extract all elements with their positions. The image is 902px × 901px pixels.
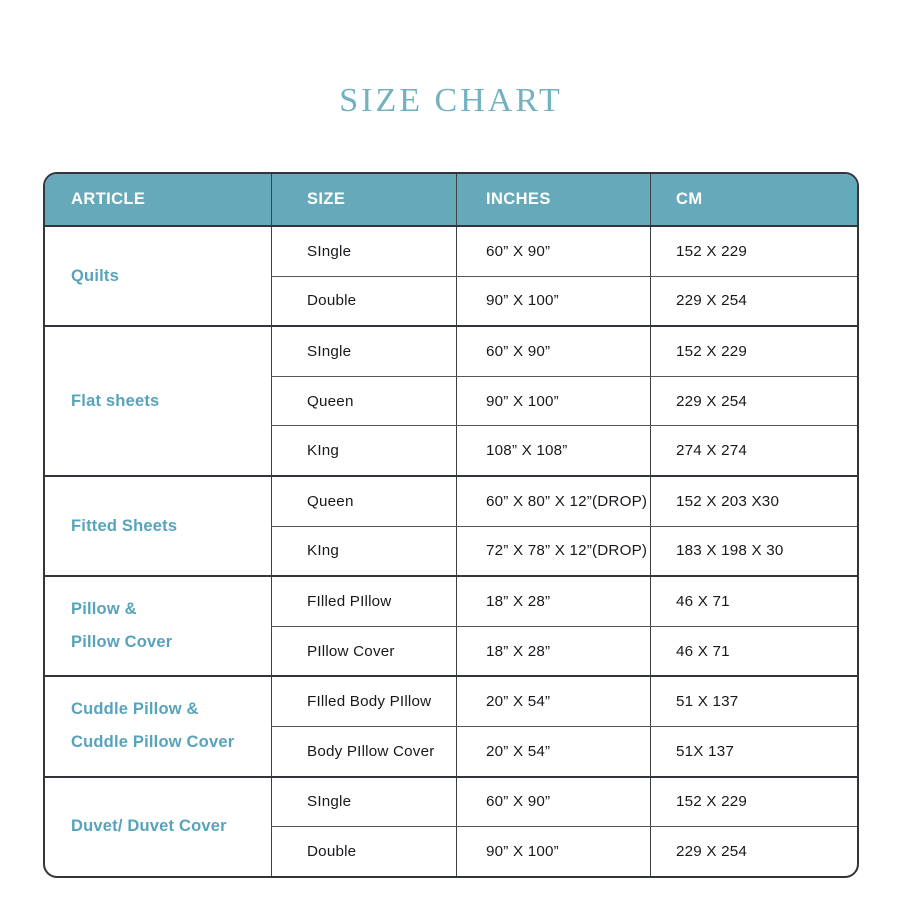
inches-cell: 90” X 100” — [456, 277, 650, 326]
table-row — [271, 726, 857, 776]
section-rows — [271, 227, 857, 325]
table-section-quilts — [45, 227, 857, 325]
inches-cell: 72” X 78” X 12”(DROP) — [456, 527, 650, 576]
article-cell — [45, 677, 271, 775]
inches-cell: 60” X 90” — [456, 327, 650, 376]
cm-cell: 229 X 254 — [650, 827, 857, 876]
section-rows — [271, 778, 857, 876]
header-cell-inches: INCHES — [456, 174, 650, 225]
inches-cell: 60” X 80” X 12”(DROP) — [456, 477, 650, 526]
table-section-fitted-sheets — [45, 475, 857, 575]
cm-cell: 46 X 71 — [650, 577, 857, 626]
table-row — [271, 227, 857, 276]
size-chart-table — [43, 172, 859, 878]
size-cell: FIlled PIllow — [271, 577, 456, 626]
header-cell-cm: CM — [650, 174, 857, 225]
article-label: Cuddle Pillow Cover — [71, 733, 235, 752]
cm-cell: 229 X 254 — [650, 277, 857, 326]
size-cell: Queen — [271, 477, 456, 526]
article-label: Cuddle Pillow & — [71, 700, 199, 719]
size-cell: KIng — [271, 426, 456, 475]
article-cell — [45, 227, 271, 325]
inches-cell: 90” X 100” — [456, 377, 650, 426]
size-cell: SIngle — [271, 327, 456, 376]
cm-cell: 51X 137 — [650, 727, 857, 776]
section-rows — [271, 677, 857, 775]
table-section-flat-sheets — [45, 325, 857, 475]
section-rows — [271, 577, 857, 675]
size-cell: SIngle — [271, 227, 456, 276]
cm-cell: 229 X 254 — [650, 377, 857, 426]
header-cell-size: SIZE — [271, 174, 456, 225]
article-label: Pillow Cover — [71, 633, 173, 652]
size-cell: Double — [271, 277, 456, 326]
header-cell-article: ARTICLE — [71, 190, 146, 208]
table-row — [271, 526, 857, 576]
page-title: SIZE CHART — [339, 82, 563, 119]
size-cell: SIngle — [271, 778, 456, 827]
table-row — [271, 276, 857, 326]
article-cell — [45, 477, 271, 575]
inches-cell: 90” X 100” — [456, 827, 650, 876]
cm-cell: 152 X 229 — [650, 227, 857, 276]
size-cell: Queen — [271, 377, 456, 426]
table-section-duvet-duvet-cover — [45, 776, 857, 876]
article-label: Quilts — [71, 266, 119, 285]
article-label: Duvet/ Duvet Cover — [71, 817, 227, 836]
table-section-pillow-pillow-cover — [45, 575, 857, 675]
article-cell — [45, 778, 271, 876]
table-row — [271, 778, 857, 827]
table-row — [271, 376, 857, 426]
table-row — [271, 327, 857, 376]
article-cell — [45, 577, 271, 675]
table-section-cuddle-pillow-cuddle-pillow-cover — [45, 675, 857, 775]
size-cell: PIllow Cover — [271, 627, 456, 676]
article-label: Fitted Sheets — [71, 516, 178, 535]
cm-cell: 152 X 229 — [650, 327, 857, 376]
table-row — [271, 826, 857, 876]
cm-cell: 152 X 203 X30 — [650, 477, 857, 526]
table-row — [271, 577, 857, 626]
table-row — [271, 677, 857, 726]
article-label: Flat sheets — [71, 391, 160, 410]
inches-cell: 60” X 90” — [456, 778, 650, 827]
table-row — [271, 477, 857, 526]
article-label: Pillow & — [71, 600, 137, 619]
table-row — [271, 425, 857, 475]
table-header-row — [45, 174, 857, 227]
cm-cell: 51 X 137 — [650, 677, 857, 726]
size-cell: Double — [271, 827, 456, 876]
inches-cell: 108” X 108” — [456, 426, 650, 475]
inches-cell: 20” X 54” — [456, 677, 650, 726]
cm-cell: 183 X 198 X 30 — [650, 527, 857, 576]
inches-cell: 20” X 54” — [456, 727, 650, 776]
inches-cell: 18” X 28” — [456, 577, 650, 626]
table-row — [271, 626, 857, 676]
section-rows — [271, 477, 857, 575]
cm-cell: 46 X 71 — [650, 627, 857, 676]
table-body — [45, 227, 857, 876]
article-cell — [45, 327, 271, 475]
size-cell: FIlled Body PIllow — [271, 677, 456, 726]
cm-cell: 274 X 274 — [650, 426, 857, 475]
size-cell: Body PIllow Cover — [271, 727, 456, 776]
inches-cell: 60” X 90” — [456, 227, 650, 276]
section-rows — [271, 327, 857, 475]
cm-cell: 152 X 229 — [650, 778, 857, 827]
size-cell: KIng — [271, 527, 456, 576]
inches-cell: 18” X 28” — [456, 627, 650, 676]
